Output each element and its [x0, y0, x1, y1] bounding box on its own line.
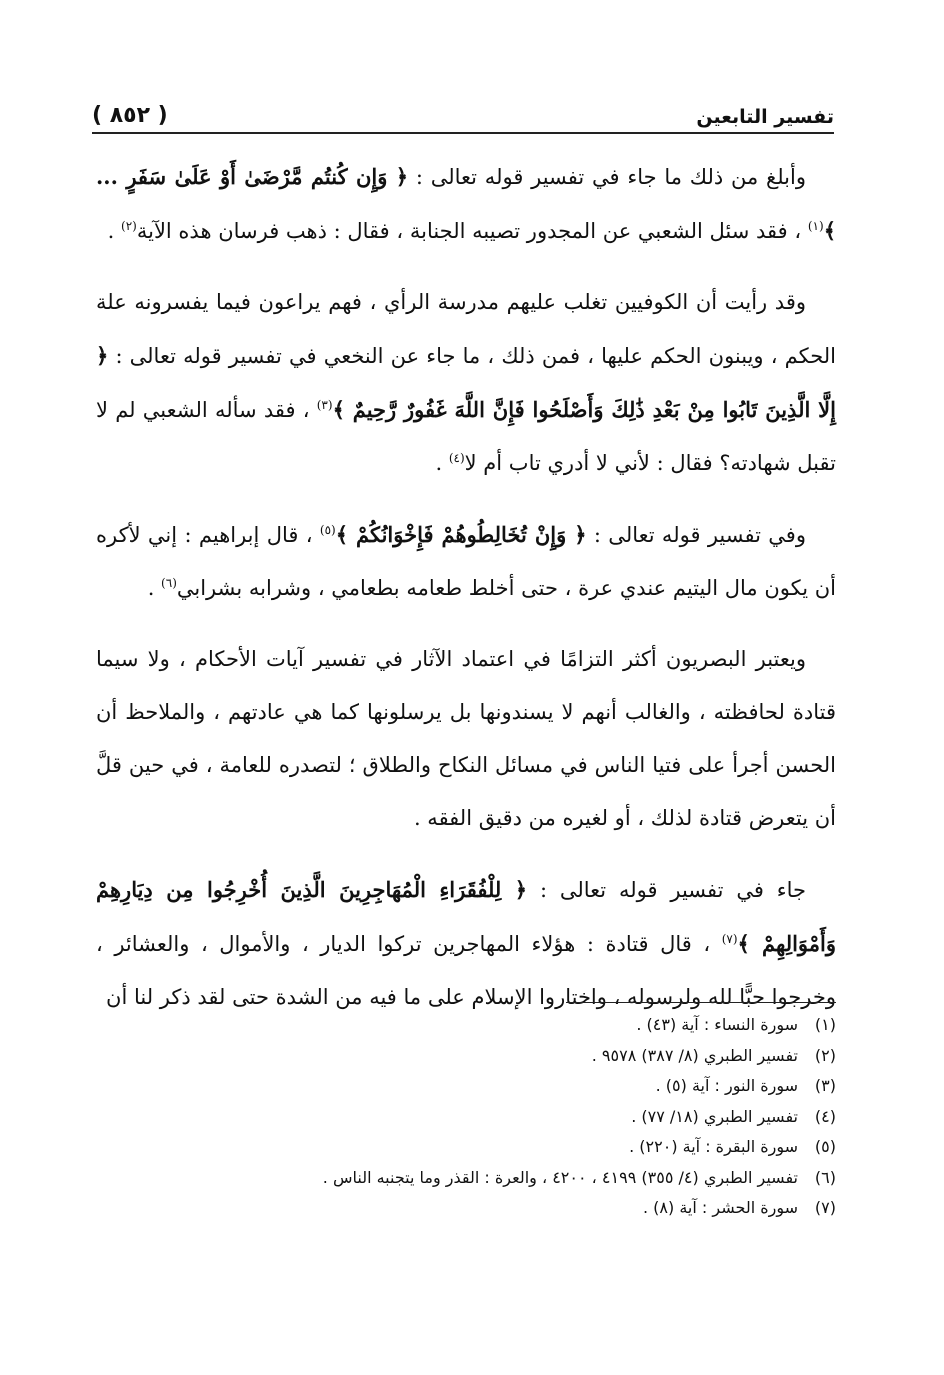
text-run: .	[435, 451, 449, 475]
footnote-text: تفسير الطبري (١٨/ ٧٧) .	[631, 1106, 798, 1126]
quran-verse: ﴿ لِلْفُقَرَاءِ الْمُهَاجِرِينَ الَّذِينَ أُخْرِجُوا مِن دِيَارِهِمْ وَأَمْوَالِهِمْ ﴾	[96, 877, 836, 956]
text-run: ، فقد سأله الشعبي لم لا تقبل شهادته؟ فقال : لأني لا أدري تاب أم لا	[96, 398, 836, 475]
footnote	[96, 1010, 836, 1041]
text-run: ، قال إبراهيم : إني لأكره أن يكون مال اليتيم عندي عرة ، حتى أخلط طعامه بطعامي ، وشرابه بشرابي	[96, 523, 836, 600]
footnote-number: (٥)	[814, 1137, 836, 1156]
running-title: تفسير التابعين	[696, 106, 834, 128]
footnote	[96, 1102, 836, 1133]
text-run: ويعتبر البصريون أكثر التزامًا في اعتماد الآثار في تفسير آيات الأحكام ، ولا سيما قتادة لحافظته ، والغالب أنهم لا يسندونها بل يرسلونها كما هي عادتهم ، والملاحظ أن الحسن أجرأ على فتيا الناس في مسائل النكاح والطلاق ؛ لتصدره للعامة ، في حين قلَّ أن يتعرض قتادة لذلك ، أو لغيره من دقيق الفقه .	[96, 647, 836, 830]
footnote-number: (١)	[814, 1015, 836, 1034]
footnote-text: سورة النساء : آية (٤٣) .	[636, 1015, 798, 1034]
text-run: جاء في تفسير قوله تعالى :	[527, 878, 806, 902]
footnote-ref: (٤)	[448, 451, 465, 465]
main-text	[96, 150, 836, 1042]
quran-verse: ﴿ وَإِنْ تُخَالِطُوهُمْ فَإِخْوَانُكُمْ ﴾	[335, 522, 587, 547]
paragraph	[96, 863, 836, 1024]
footnote	[96, 1193, 836, 1224]
text-run: وأبلغ من ذلك ما جاء في تفسير قوله تعالى :	[408, 165, 806, 189]
text-run: .	[147, 576, 162, 600]
footnote-text: تفسير الطبري (٨/ ٣٨٧) ٩٥٧٨ .	[591, 1045, 798, 1065]
footnote-text: سورة الحشر : آية (٨) .	[643, 1198, 798, 1217]
paragraph	[96, 150, 836, 258]
text-run: ، قال قتادة : هؤلاء المهاجرين تركوا الديار ، والأموال ، والعشائر ، وخرجوا حبًّا لله ولرسوله ، واختاروا الإسلام على ما فيه من الشدة حتى لقد ذكر لنا أن	[96, 932, 836, 1009]
footnote-number: (٤)	[814, 1106, 836, 1126]
footnotes	[96, 1010, 836, 1224]
footnote-number: (٢)	[814, 1045, 836, 1065]
footnote-ref: (٣)	[316, 398, 333, 412]
footnote-ref: (١)	[807, 219, 824, 233]
footnote-number: (٦)	[814, 1167, 836, 1187]
footnote	[96, 1041, 836, 1072]
page-number: ( ٨٥٢ )	[92, 103, 168, 128]
text-run: ، فقد سئل الشعبي عن المجدور تصيبه الجنابة ، فقال : ذهب فرسان هذه الآية	[136, 219, 808, 243]
footnote-ref: (٢)	[121, 219, 137, 233]
quran-verse: ﴿ وَإِن كُنتُم مَّرْضَىٰ أَوْ عَلَىٰ سَفَرٍ ... ﴾	[96, 164, 836, 243]
footnote	[96, 1071, 836, 1102]
footnote-ref: (٥)	[319, 523, 336, 537]
text-run: وفي تفسير قوله تعالى :	[586, 523, 806, 547]
footnote-text: تفسير الطبري (٤/ ٣٥٥) ٤١٩٩ ، ٤٢٠٠ ، والعرة : القذر وما يتجنبه الناس .	[322, 1167, 798, 1187]
quran-verse: ﴿ إِلَّا الَّذِينَ تَابُوا مِنْ بَعْدِ ذَٰلِكَ وَأَصْلَحُوا فَإِنَّ اللَّهَ غَفُورٌ رَّحِيمٌ ﴾	[96, 343, 836, 422]
text-run: وقد رأيت أن الكوفيين تغلب عليهم مدرسة الرأي ، فهم يراعون فيما يفسرونه علة الحكم ، ويبنون الحكم عليها ، فمن ذلك ، ما جاء عن النخعي في تفسير قوله تعالى :	[96, 290, 836, 368]
page-header	[92, 88, 834, 134]
footnote-number: (٣)	[814, 1076, 836, 1095]
footnote	[96, 1163, 836, 1194]
footnote	[96, 1132, 836, 1163]
footnote-ref: (٦)	[161, 576, 177, 590]
paragraph	[96, 276, 836, 490]
text-run: .	[107, 219, 122, 243]
footnote-separator	[566, 1002, 836, 1003]
footnote-ref: (٧)	[721, 932, 738, 946]
footnote-text: سورة البقرة : آية (٢٢٠) .	[629, 1137, 798, 1156]
footnote-number: (٧)	[814, 1198, 836, 1217]
footnote-text: سورة النور : آية (٥) .	[655, 1076, 798, 1095]
paragraph	[96, 508, 836, 615]
paragraph	[96, 633, 836, 845]
